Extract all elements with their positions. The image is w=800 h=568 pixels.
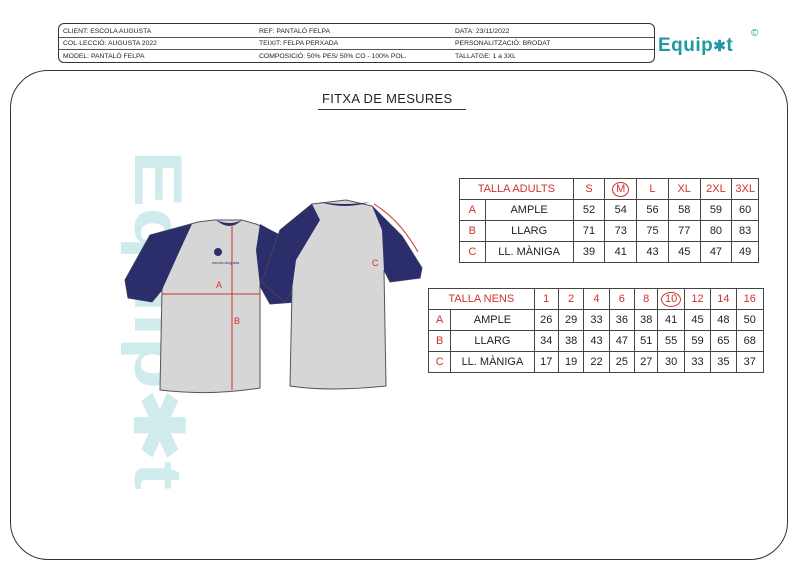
size-label-text: 6 bbox=[618, 293, 625, 305]
size-label-text: 16 bbox=[743, 293, 756, 305]
measure-code: B bbox=[429, 331, 451, 352]
measure-value: 68 bbox=[736, 331, 763, 352]
customization-field: PERSONALITZACIÓ: BRODAT bbox=[455, 40, 551, 47]
measure-value: 37 bbox=[736, 352, 763, 373]
adult-size-table bbox=[459, 178, 759, 263]
measure-value: 25 bbox=[609, 352, 634, 373]
measure-value: 77 bbox=[668, 221, 700, 242]
size-label bbox=[711, 289, 736, 310]
size-label bbox=[668, 179, 700, 200]
measure-name: LL. MÀNIGA bbox=[451, 352, 534, 373]
measure-value: 83 bbox=[732, 221, 759, 242]
size-label bbox=[605, 179, 637, 200]
measure-value: 30 bbox=[658, 352, 684, 373]
measure-value: 33 bbox=[684, 352, 710, 373]
size-header-row bbox=[429, 289, 764, 310]
kids-size-table bbox=[428, 288, 764, 373]
measure-value: 55 bbox=[658, 331, 684, 352]
measure-value: 58 bbox=[668, 200, 700, 221]
page-title: FITXA DE MESURES bbox=[322, 91, 453, 106]
size-label bbox=[635, 289, 658, 310]
brand-logo bbox=[658, 35, 733, 57]
size-label-text: XL bbox=[677, 183, 691, 195]
header-row bbox=[59, 50, 654, 63]
size-label-text: L bbox=[649, 183, 656, 195]
measure-value: 39 bbox=[573, 242, 605, 263]
measure-label-c: C bbox=[372, 258, 379, 268]
measure-value: 26 bbox=[534, 310, 558, 331]
measure-value: 52 bbox=[573, 200, 605, 221]
header-row bbox=[59, 37, 654, 50]
table-row bbox=[429, 310, 764, 331]
table-row bbox=[429, 331, 764, 352]
measure-code: B bbox=[460, 221, 486, 242]
size-label-text: 12 bbox=[691, 293, 704, 305]
measure-code: A bbox=[460, 200, 486, 221]
measure-value: 47 bbox=[609, 331, 634, 352]
table-row bbox=[460, 242, 759, 263]
size-label bbox=[584, 289, 609, 310]
size-label-text: 1 bbox=[543, 293, 550, 305]
size-label-text: 14 bbox=[717, 293, 730, 305]
measure-value: 45 bbox=[668, 242, 700, 263]
measure-value: 49 bbox=[732, 242, 759, 263]
circled-size-label: M bbox=[612, 182, 629, 197]
sizing-field: TALLATGE: 1 a 3XL bbox=[455, 53, 516, 60]
size-label bbox=[736, 289, 763, 310]
measure-value: 75 bbox=[637, 221, 669, 242]
tshirt-back bbox=[262, 200, 422, 389]
size-label bbox=[534, 289, 558, 310]
circled-size-label: 10 bbox=[661, 292, 681, 307]
title-underline bbox=[318, 109, 466, 110]
measure-value: 54 bbox=[605, 200, 637, 221]
logo-star-icon: ✱ bbox=[713, 38, 727, 55]
logo-text: Equip bbox=[658, 35, 714, 56]
measure-value: 19 bbox=[558, 352, 583, 373]
measure-value: 45 bbox=[684, 310, 710, 331]
size-label bbox=[732, 179, 759, 200]
measure-value: 38 bbox=[558, 331, 583, 352]
fabric-field: TEIXIT: FELPA PERXADA bbox=[259, 40, 339, 47]
measure-value: 65 bbox=[711, 331, 736, 352]
table-title: TALLA ADULTS bbox=[460, 179, 574, 200]
ref-field: REF: PANTALÓ FELPA bbox=[259, 28, 331, 35]
table-title: TALLA NENS bbox=[429, 289, 535, 310]
table-row bbox=[429, 352, 764, 373]
size-label-text: 3XL bbox=[735, 183, 755, 195]
measure-value: 48 bbox=[711, 310, 736, 331]
table-row bbox=[460, 200, 759, 221]
measure-code: A bbox=[429, 310, 451, 331]
measure-value: 35 bbox=[711, 352, 736, 373]
measure-name: LLARG bbox=[485, 221, 573, 242]
size-label-text: 2 bbox=[568, 293, 575, 305]
table-row bbox=[460, 221, 759, 242]
measure-value: 41 bbox=[605, 242, 637, 263]
size-label bbox=[573, 179, 605, 200]
composition-field: COMPOSICIÓ: 50% PES/ 50% CO - 100% POL. bbox=[259, 53, 407, 60]
measure-value: 71 bbox=[573, 221, 605, 242]
measure-value: 59 bbox=[684, 331, 710, 352]
measure-value: 27 bbox=[635, 352, 658, 373]
measure-label-b: B bbox=[234, 316, 241, 326]
measure-name: LLARG bbox=[451, 331, 534, 352]
size-label-text: 8 bbox=[643, 293, 650, 305]
measure-value: 17 bbox=[534, 352, 558, 373]
measure-value: 34 bbox=[534, 331, 558, 352]
size-label bbox=[684, 289, 710, 310]
badge-icon bbox=[214, 248, 222, 256]
collection-field: COL·LECCIÓ: AUGUSTA 2022 bbox=[63, 40, 157, 47]
date-field: DATA: 23/11/2022 bbox=[455, 28, 510, 35]
size-label-text: 2XL bbox=[706, 183, 726, 195]
measure-value: 22 bbox=[584, 352, 609, 373]
size-label bbox=[637, 179, 669, 200]
garment-illustration bbox=[120, 190, 430, 400]
measure-value: 59 bbox=[700, 200, 732, 221]
tshirt-front bbox=[125, 220, 298, 393]
measure-name: AMPLE bbox=[451, 310, 534, 331]
registered-icon: © bbox=[751, 28, 759, 39]
measure-code: C bbox=[429, 352, 451, 373]
size-label bbox=[658, 289, 684, 310]
size-label bbox=[558, 289, 583, 310]
measure-code: C bbox=[460, 242, 486, 263]
measure-value: 50 bbox=[736, 310, 763, 331]
measure-value: 47 bbox=[700, 242, 732, 263]
badge-text: escola Augusta bbox=[212, 260, 240, 265]
measure-value: 29 bbox=[558, 310, 583, 331]
model-field: MODEL: PANTALÓ FELPA bbox=[63, 53, 145, 60]
size-label bbox=[700, 179, 732, 200]
measure-name: LL. MÀNIGA bbox=[485, 242, 573, 263]
measure-label-a: A bbox=[216, 280, 223, 290]
measure-value: 41 bbox=[658, 310, 684, 331]
measure-value: 80 bbox=[700, 221, 732, 242]
size-header-row bbox=[460, 179, 759, 200]
size-label-text: S bbox=[585, 183, 593, 195]
size-label bbox=[609, 289, 634, 310]
measure-value: 56 bbox=[637, 200, 669, 221]
measure-value: 43 bbox=[637, 242, 669, 263]
measure-value: 43 bbox=[584, 331, 609, 352]
logo-text-end: t bbox=[726, 35, 734, 56]
client-field: CLIENT: ESCOLA AUGUSTA bbox=[63, 28, 152, 35]
measure-name: AMPLE bbox=[485, 200, 573, 221]
measure-value: 36 bbox=[609, 310, 634, 331]
measure-value: 73 bbox=[605, 221, 637, 242]
measure-value: 38 bbox=[635, 310, 658, 331]
size-label-text: 4 bbox=[593, 293, 600, 305]
spec-header bbox=[58, 23, 655, 63]
measure-value: 60 bbox=[732, 200, 759, 221]
measure-value: 51 bbox=[635, 331, 658, 352]
measure-value: 33 bbox=[584, 310, 609, 331]
